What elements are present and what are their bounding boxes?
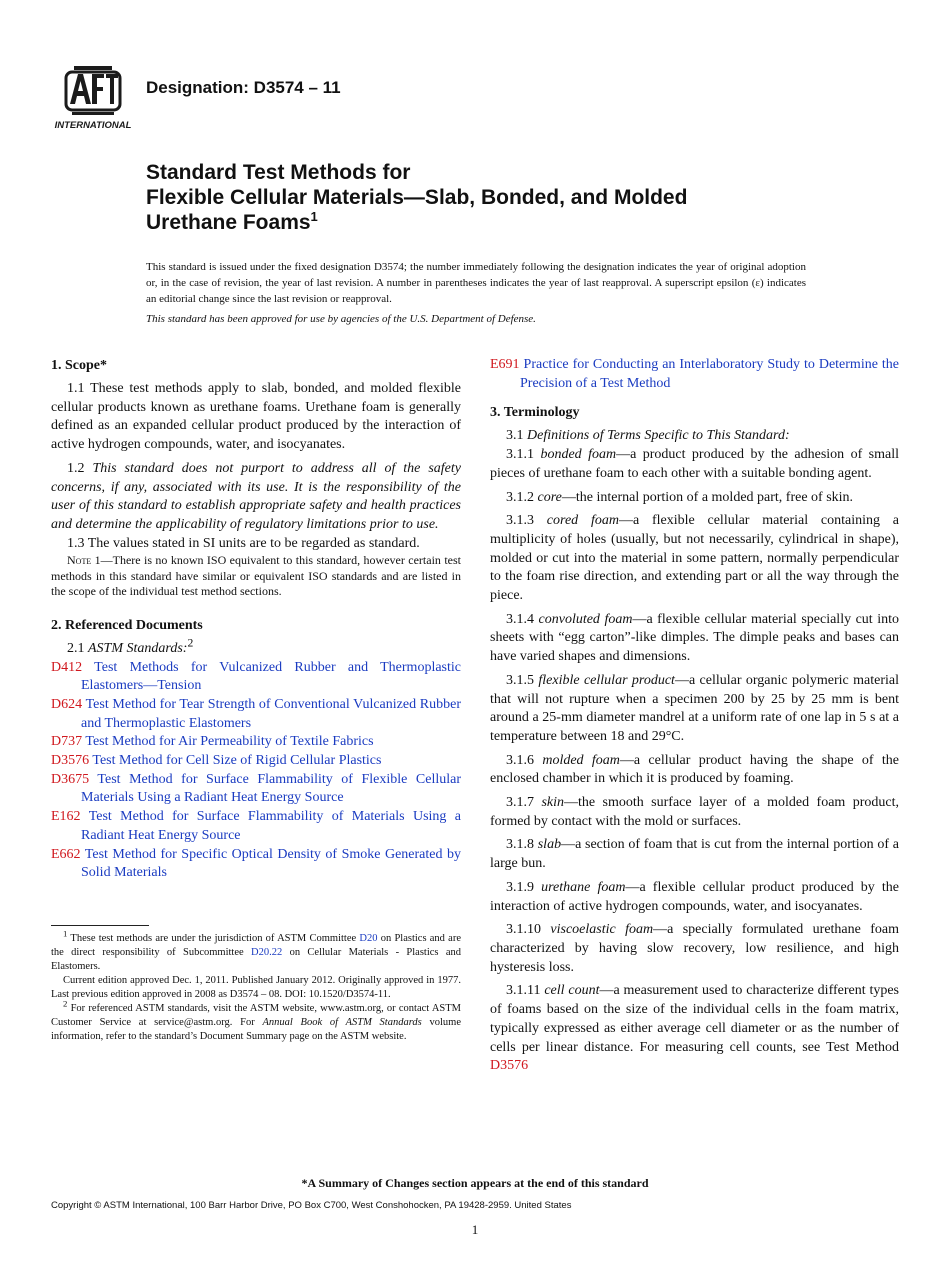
scope-1-3: 1.3 The values stated in SI units are to be regarded as standard. (67, 535, 420, 551)
term-definition (490, 836, 899, 873)
term-name: cored foam (546, 513, 619, 529)
term-text: —a cellular product having the shape of the enclosed chamber in which it is produced by foaming. (490, 752, 900, 787)
term-definition (490, 752, 899, 789)
reference-code-link[interactable]: D3675 (51, 771, 90, 787)
astm-logo (52, 60, 134, 132)
title-line-2: Flexible Cellular Materials—Slab, Bonded, and Molded (146, 186, 688, 209)
term-number: 3.1.7 (506, 795, 534, 811)
term-list (490, 446, 899, 1076)
footnote-2-italic: Annual Book of ASTM Standards (262, 1016, 422, 1028)
title-line-1: Standard Test Methods for (146, 161, 411, 184)
reference-code-link[interactable]: E691 (490, 357, 520, 372)
dod-approval-note: This standard has been approved for use by agencies of the U.S. Department of Defense. (146, 313, 536, 325)
referenced-documents-heading: 2. Referenced Documents (51, 617, 203, 633)
reference-title-link[interactable]: Test Method for Surface Flammability of Materials Using a Radiant Heat Energy Source (81, 809, 462, 843)
footnote-1-text-a: These test methods are under the jurisdiction of ASTM Committee (70, 932, 360, 944)
reference-list-continued (490, 356, 899, 393)
term-name: viscoelastic foam (550, 922, 654, 938)
title-line-3: Urethane Foams (146, 211, 311, 234)
sub-label: Definitions of Terms Specific to This Standard: (527, 428, 790, 444)
terminology-heading: 3. Terminology (490, 405, 580, 421)
right-column (490, 356, 899, 1076)
reference-code-link[interactable]: D624 (51, 696, 83, 712)
reference-item (490, 356, 899, 393)
reference-title-link[interactable]: Test Methods for Vulcanized Rubber and Thermoplastic Elastomers—Tension (81, 659, 461, 694)
term-text: —the smooth surface layer of a molded foam product, formed by contact with the mold or surfaces. (490, 795, 900, 829)
term-text: —a section of foam that is cut from the internal portion of a large bun. (490, 837, 900, 872)
reference-title-link[interactable]: Test Method for Cell Size of Rigid Cellular Plastics (92, 753, 382, 769)
term-name: slab (537, 837, 562, 853)
reference-item (51, 808, 461, 845)
reference-code-link[interactable]: D737 (51, 734, 83, 750)
reference-title-link[interactable]: Test Method for Air Permeability of Textile Fabrics (85, 734, 374, 750)
term-definition (490, 446, 899, 483)
scope-1-2 (51, 460, 461, 535)
term-number: 3.1.4 (506, 611, 534, 627)
astm-standards-subheading (51, 636, 461, 659)
sub-number: 3.1 (506, 428, 524, 444)
reference-item (51, 659, 461, 696)
term-definition (490, 512, 899, 606)
term-name: molded foam (542, 752, 620, 768)
term-text: —a specially formulated urethane foam characterized by having slow recovery, low resilience, and high hysteresis loss. (490, 922, 899, 975)
term-name: cell count (544, 983, 600, 999)
term-number: 3.1.11 (506, 983, 541, 999)
committee-d20-link[interactable]: D20 (359, 932, 378, 944)
definitions-subheading (490, 427, 899, 446)
summary-of-changes-note: *A Summary of Changes section appears at the end of this standard (301, 1176, 649, 1190)
reference-item (51, 696, 461, 733)
footnote-1-text-c: on Cellular Materials - Plastics and Elastomers. (51, 946, 461, 972)
term-number: 3.1.3 (506, 513, 534, 529)
reference-title-link[interactable]: Practice for Conducting an Interlaboratory Study to Determine the Precision of a Test Method (520, 357, 900, 391)
term-number: 3.1.10 (506, 922, 541, 938)
note-text: —There is no known ISO equivalent to this standard, however certain test methods in this standard have similar or equivalent ISO standards and are listed in the scope of the individual test method sections. (51, 553, 461, 599)
term-definition (490, 672, 899, 747)
term-text: —the internal portion of a molded part, free of skin. (561, 489, 854, 505)
term-number: 3.1.2 (506, 489, 534, 505)
term-number: 3.1.9 (506, 879, 534, 895)
reference-item (51, 733, 461, 752)
footnote-2-text-a: For referenced ASTM standards, visit the ASTM website, www.astm.org, or contact ASTM Customer Service at service@astm.org. For (51, 1002, 461, 1028)
term-text: —a flexible cellular material specially cut into sheets with “egg carton”-like dimples. The dimple peaks and bases can have varied shapes and dimensions. (490, 611, 899, 665)
title-footnote-mark: 1 (310, 209, 318, 224)
term-definition (490, 611, 899, 667)
sub-label: ASTM Standards: (88, 640, 188, 656)
document-title (146, 160, 866, 235)
footnote-divider (51, 925, 149, 926)
reference-code-link[interactable]: D412 (51, 659, 83, 675)
scope-1-2-number: 1.2 (67, 460, 85, 476)
term-definition (490, 879, 899, 916)
reference-list (51, 659, 461, 883)
term-number: 3.1.8 (506, 837, 534, 853)
reference-code-link[interactable]: E662 (51, 846, 81, 862)
copyright: Copyright © ASTM International, 100 Barr Harbor Drive, PO Box C700, West Conshohocken, PA 19428-2959. United States (51, 1200, 572, 1211)
term-definition (490, 982, 899, 1076)
page-number: 1 (471, 1222, 479, 1237)
term-text: —a cellular organic polymeric material that will not rupture when a specimen 200 by 25 by 25 mm is bent around a 25-mm diameter mandrel at a uniform rate of one lap in 5 s at a temperature between 18 and 29°C. (490, 672, 899, 744)
reference-item (51, 752, 461, 771)
reference-item (51, 771, 461, 808)
term-name: convoluted foam (538, 611, 633, 627)
term-text: —a flexible cellular material containing a multiplicity of holes (usually, but not necessarily, cylindrical in shape), molded or cut into the material in some pattern, normally perpendicular to the foam rise direction, and extending part or all the way through the piece. (490, 513, 900, 604)
logo-wordmark: INTERNATIONAL (54, 120, 132, 131)
footnote-2-mark: 2 (63, 998, 68, 1009)
term-number: 3.1.6 (506, 752, 534, 768)
term-number: 3.1.5 (506, 672, 534, 688)
reference-code-link[interactable]: D3576 (51, 753, 90, 769)
footnote-2-mark: 2 (187, 636, 194, 650)
term-definition (490, 794, 899, 831)
reference-item (51, 846, 461, 883)
scope-heading: 1. Scope* (51, 358, 107, 373)
designation: Designation: D3574 – 11 (146, 78, 341, 97)
term-name: skin (541, 795, 564, 811)
term-text: —a flexible cellular product produced by the interaction of active hydrogen compounds, water, and isocyanates. (490, 879, 900, 914)
cell-count-d3576-link[interactable]: D3576 (490, 1058, 529, 1074)
reference-title-link[interactable]: Test Method for Tear Strength of Conventional Vulcanized Rubber and Thermoplastic Elastomers (81, 696, 461, 731)
scope-1-1: 1.1 These test methods apply to slab, bonded, and molded flexible cellular products known as urethane foams. Urethane foam is generally defined as an expanded cellular product produced by the interaction of active hydrogen compounds, water, and isocyanates. (51, 381, 461, 453)
reference-title-link[interactable]: Test Method for Specific Optical Density of Smoke Generated by Solid Materials (81, 846, 461, 881)
note-1 (51, 553, 461, 600)
issue-note: This standard is issued under the fixed designation D3574; the number immediately following the designation indicates the year of original adoption or, in the case of revision, the year of last revision. A number in parentheses indicates the year of last reapproval. A superscript epsilon (ε) indicates an editorial change since the last revision or reapproval. (146, 261, 806, 305)
left-column (51, 356, 461, 1044)
footnote-1-mark: 1 (63, 928, 68, 939)
reference-code-link[interactable]: E162 (51, 809, 81, 825)
term-name: core (537, 489, 562, 505)
sub-number: 2.1 (67, 640, 85, 656)
term-name: urethane foam (541, 879, 626, 895)
footnote-1-edition: Current edition approved Dec. 1, 2011. Published January 2012. Originally approved in 1977. Last previous edition approved in 2008 as D3574 – 08. DOI: 10.1520/D3574-11. (51, 974, 461, 1000)
reference-title-link[interactable]: Test Method for Surface Flammability of Flexible Cellular Materials Using a Radiant Heat Energy Source (81, 771, 462, 806)
footnote-2-text-b: volume information, refer to the standard’s Document Summary page on the ASTM website. (51, 1016, 461, 1042)
term-name: bonded foam (540, 447, 617, 463)
term-text: —a product produced by the adhesion of small pieces of urethane foam to each other with a suitable bonding agent. (490, 447, 900, 481)
footnote-1-text-b: on Plastics and are the direct responsibility of Subcommittee (51, 932, 461, 958)
subcommittee-d20-22-link[interactable]: D20.22 (251, 946, 283, 958)
footnote-1 (51, 928, 461, 974)
term-number: 3.1.1 (506, 447, 534, 463)
footnote-2 (51, 998, 461, 1044)
term-name: flexible cellular product (538, 672, 675, 688)
term-definition (490, 921, 899, 977)
term-definition (490, 489, 899, 508)
scope-1-2-text: This standard does not purport to address all of the safety concerns, if any, associated with its use. It is the responsibility of the user of this standard to establish appropriate safety and health practices and determine the applicability of regulatory limitations prior to use. (51, 460, 461, 532)
term-text: —a measurement used to characterize different types of foams based on the size of the individual cells in the foam matrix, typically expressed as either average cell diameter or as the number of cells per linear distance. For measuring cell counts, see Test Method (490, 983, 900, 1055)
note-label: Note 1 (67, 553, 101, 568)
